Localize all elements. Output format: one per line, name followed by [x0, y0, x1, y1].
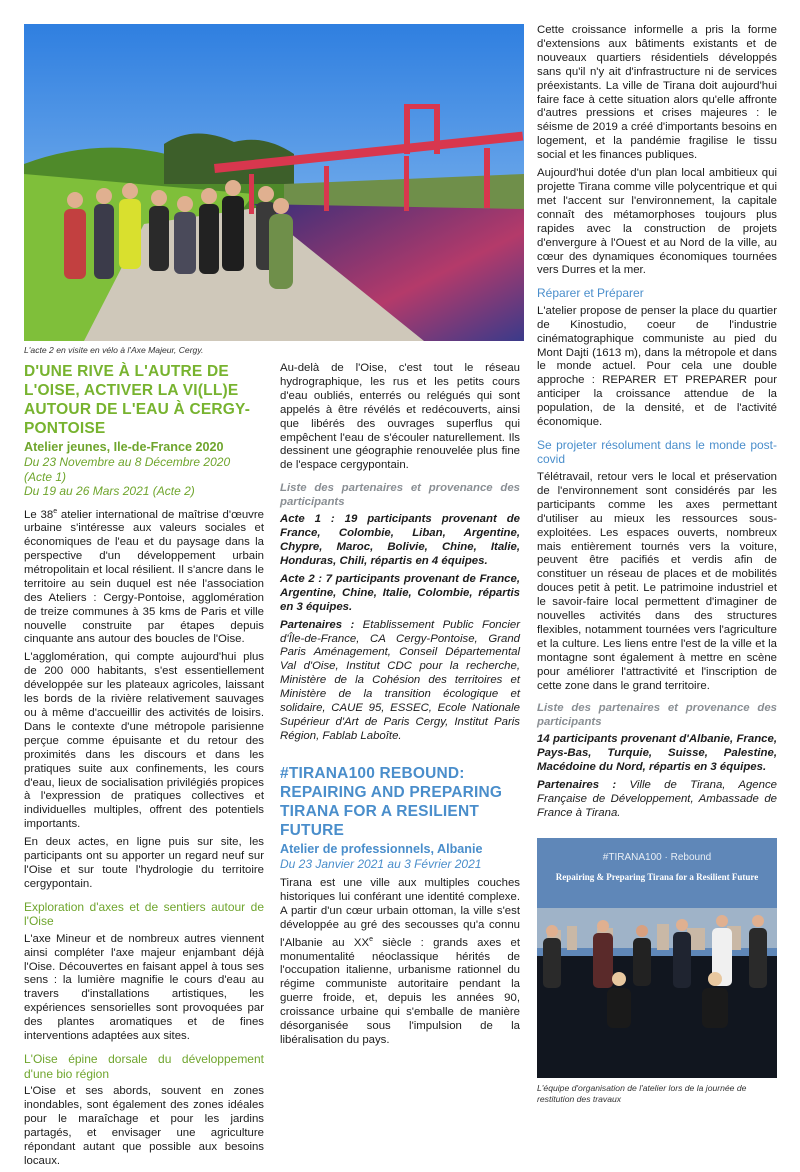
paragraph: L'atelier propose de penser la place du quartier de Kinostudio, coeur de l'industrie cinématographique communiste au pied du Mont Dajti (1613 m), dans la métropole et dans le monde actuel. Pour cela une double approche : REPARER ET PREPARER pour anticiper la croissance attendue de la population, de la densité, et de l'activité économique.	[537, 304, 777, 429]
paragraph	[24, 505, 264, 648]
partners-paragraph	[280, 619, 520, 744]
text: siècle : grands axes et monumentalité néoclassique hérités de l'occupation italienne, urbanisme rationnel du régime communiste autoritaire pendant la guerre froide, et, depuis les années 90, croissance urbaine qui s'emballe de manière désorganisée sous l'impulsion de la libéralisation du pays.	[280, 936, 521, 1047]
article-cergy-date-1: Du 23 Novembre au 8 Décembre 2020	[24, 455, 231, 469]
partners-text: Ville de Tirana, Agence Française de Développement, Ambassade de France à Tirana.	[537, 779, 777, 819]
partners-list-title: Liste des partenaires et provenance des participants	[280, 482, 520, 509]
partners-label: Partenaires :	[537, 779, 617, 792]
paragraph: Aujourd'hui dotée d'un plan local ambitieux qui projette Tirana comme ville polycentrique et qui met l'accent sur l'environnement, la capitale connaît des métamorphoses toujours plus rapides avec la construction de projets d'envergure à l'Ouest et au Nord de la ville, au cœur des dynamiques économiques tournées vers Durres et la mer.	[537, 167, 777, 277]
article-cergy-date-1b: (Acte 1)	[24, 469, 67, 484]
partners-paragraph	[537, 779, 777, 821]
column-1	[24, 362, 264, 1172]
superscript: e	[369, 935, 374, 943]
paragraph: Télétravail, retour vers le local et préservation de l'environnement sont considérés par les participants comme les axes permettant d'utiliser au mieux les ressources sous-exploitées. Les espaces ouverts, nombreux mais entièrement tournés vers la voiture, peuvent être pacifiés et verdis afin de constituer un réseau de places et de mobilités douces petit à petit. Le patrimoine industriel et le savoir-faire local permettent d'imaginer de nouvelles activités dans des structures flexibles, notamment tournées vers l'agriculture et la culture. Les liens entre l'est de la ville et la montagne sont également à mettre en scène pour améliorer l'attractivité et l'inscription de cette zone dans le grand territoire.	[537, 470, 777, 692]
article-cergy-title: D'UNE RIVE À L'AUTRE DE L'OISE, ACTIVER LA VI(LL)E AUTOUR DE L'EAU À CERGY-PONTOISE	[24, 363, 251, 437]
article-tirana-title: #TIRANA100 REBOUND: REPAIRING AND PREPARING TIRANA FOR A RESILIENT FUTURE	[280, 764, 503, 839]
screen-subtitle: Repairing & Preparing Tirana for a Resilient Future	[555, 872, 759, 882]
article-cergy-date-2: Du 19 au 26 Mars 2021 (Acte 2)	[24, 484, 195, 498]
caption-line: L'équipe d'organisation de l'atelier lors de la journée de	[537, 1083, 747, 1093]
text: Tirana est une ville aux multiples couches historiques lui conférant une identité complexe. A partir d'un cœur urbain ottoman, la ville s'est développée au gré des secousses qu'a connu l'Albanie au XX	[280, 877, 520, 949]
article-cergy-subtitle: Atelier jeunes, Ile-de-France 2020	[24, 440, 224, 454]
partners-label: Partenaires :	[280, 618, 355, 631]
photo-cergy-illustration	[24, 24, 524, 341]
section-title: Se projeter résolument dans le monde post-covid	[537, 437, 777, 467]
partners-list-title: Liste des partenaires et provenance des participants	[537, 702, 777, 729]
superscript: e	[53, 507, 58, 515]
article-tirana-subtitle: Atelier de professionnels, Albanie	[280, 841, 483, 856]
photo-cergy-caption: L'acte 2 en visite en vélo à l'Axe Majeur, Cergy.	[24, 345, 204, 355]
acte-2-participants: Acte 2 : 7 participants provenant de France, Argentine, Chine, Italie, Colombie, répartis en 3 équipes.	[280, 572, 520, 613]
partners-text: Etablissement Public Foncier d'Île-de-France, CA Cergy-Pontoise, Grand Paris Aménagement, Conseil Départemental Val d'Oise, Institut CDC pour la recherche, Ministère de la Cohésion des territoires et Ministère de la transition écologique et solidaire, CAUE 95, ESSEC, Ecole Nationale Supérieur d'Art de Paris Cergy, Institut Paris Région, Fablab Laboîte.	[280, 618, 520, 742]
paragraph: Au-delà de l'Oise, c'est tout le réseau hydrographique, les rus et les petits cours d'eau oubliés, enterrés ou relégués qui sont appelés à être révélés et redécouverts, ainsi que libérés des ouvrages superflus qui empêchent l'eau de s'écouler naturellement. Ils dessinent une géographie renouvelée plus fine de l'espace cergypontain.	[280, 362, 520, 472]
paragraph: En deux actes, en ligne puis sur site, les participants ont su apporter un regard neuf sur l'Oise et sur toute l'hydrologie du territoire cergypontain.	[24, 836, 264, 890]
column-2	[280, 362, 520, 1052]
article-cergy-body	[24, 505, 264, 1169]
section-title: Réparer et Préparer	[537, 286, 644, 301]
paragraph	[280, 877, 520, 1048]
text: atelier international de maîtrise d'œuvre urbaine s'intéresse aux valeurs sociales et économiques de l'eau et du paysage dans la perspective d'un développement urbain métropolitain et local résilient. Il s'ancre dans le territoire au sein duquel est née l'association des Ateliers : Cergy-Pontoise, agglomération de treize communes à 35 kms de Paris et ville nouvelle construite par étapes depuis cinquante ans autour des boucles de l'Oise.	[24, 508, 264, 646]
photo-tirana	[537, 838, 777, 1078]
photo-tirana-caption	[537, 1083, 777, 1105]
paragraph: Cette croissance informelle a pris la forme d'extensions aux bâtiments existants et de nouveaux quartiers résidentiels développés sans qu'il n'y ait d'infrastructure ni de services préexistants. La ville de Tirana doit aujourd'hui faire face à cette situation alors qu'elle affronte d'autres pressions et crises majeures : le séisme de 2019 a créé d'importants besoins en logement, et la pandémie fragilise le tissu social et les finances publiques.	[537, 24, 777, 162]
paragraph: L'axe Mineur et de nombreux autres viennent ainsi compléter l'axe majeur enjambant déjà l'Oise. Découvertes en faisant appel à tous ses sens : la lumière magnifie le cours d'eau au travers d'installations artistiques, les expériences sensorielles sont provoquées par des plantes aromatiques et de fines interventions adaptées aux sites.	[24, 932, 264, 1043]
text: Le 38	[24, 508, 54, 521]
caption-line: restitution des travaux	[537, 1094, 622, 1104]
section-title: L'Oise épine dorsale du développement d'une bio région	[24, 1052, 264, 1081]
paragraph: L'agglomération, qui compte aujourd'hui plus de 200 000 habitants, s'est essentiellement développée sur les plateaux agricoles, laissant les bords de la rivière relativement sauvages ou à même d'accueillir des activités de loisirs. Dans le contexte d'une métropole parisienne perçue comme épuisante et du retour des proximités dans les discours et dans les pratiques suite aux confinements, les cours d'eau, lieux de socialisation privilégiés propices à l'expression de pratiques collectives et individuelles multiples, offrent des potentiels importants.	[24, 651, 264, 831]
acte-1-participants: Acte 1 : 19 participants provenant de France, Colombie, Liban, Argentine, Chypre, Maroc, Bolivie, Chine, Italie, Honduras, Chili, répartis en 4 équipes.	[280, 513, 520, 567]
article-tirana-date: Du 23 Janvier 2021 au 3 Février 2021	[280, 856, 482, 871]
section-title: Exploration d'axes et de sentiers autour de l'Oise	[24, 899, 264, 929]
screen-title: #TIRANA100 · Rebound	[602, 852, 712, 863]
photo-cergy	[24, 24, 524, 341]
tirana-participants: 14 participants provenant d'Albanie, France, Pays-Bas, Turquie, Suisse, Palestine, Macédoine du Nord, répartis en 3 équipes.	[537, 733, 777, 774]
paragraph: L'Oise et ses abords, souvent en zones inondables, sont également des zones idéales pour le maraîchage et pour les jardins partagés, et envisager une agriculture répondant autant que possible aux besoins locaux.	[24, 1085, 264, 1167]
column-3	[537, 24, 777, 825]
